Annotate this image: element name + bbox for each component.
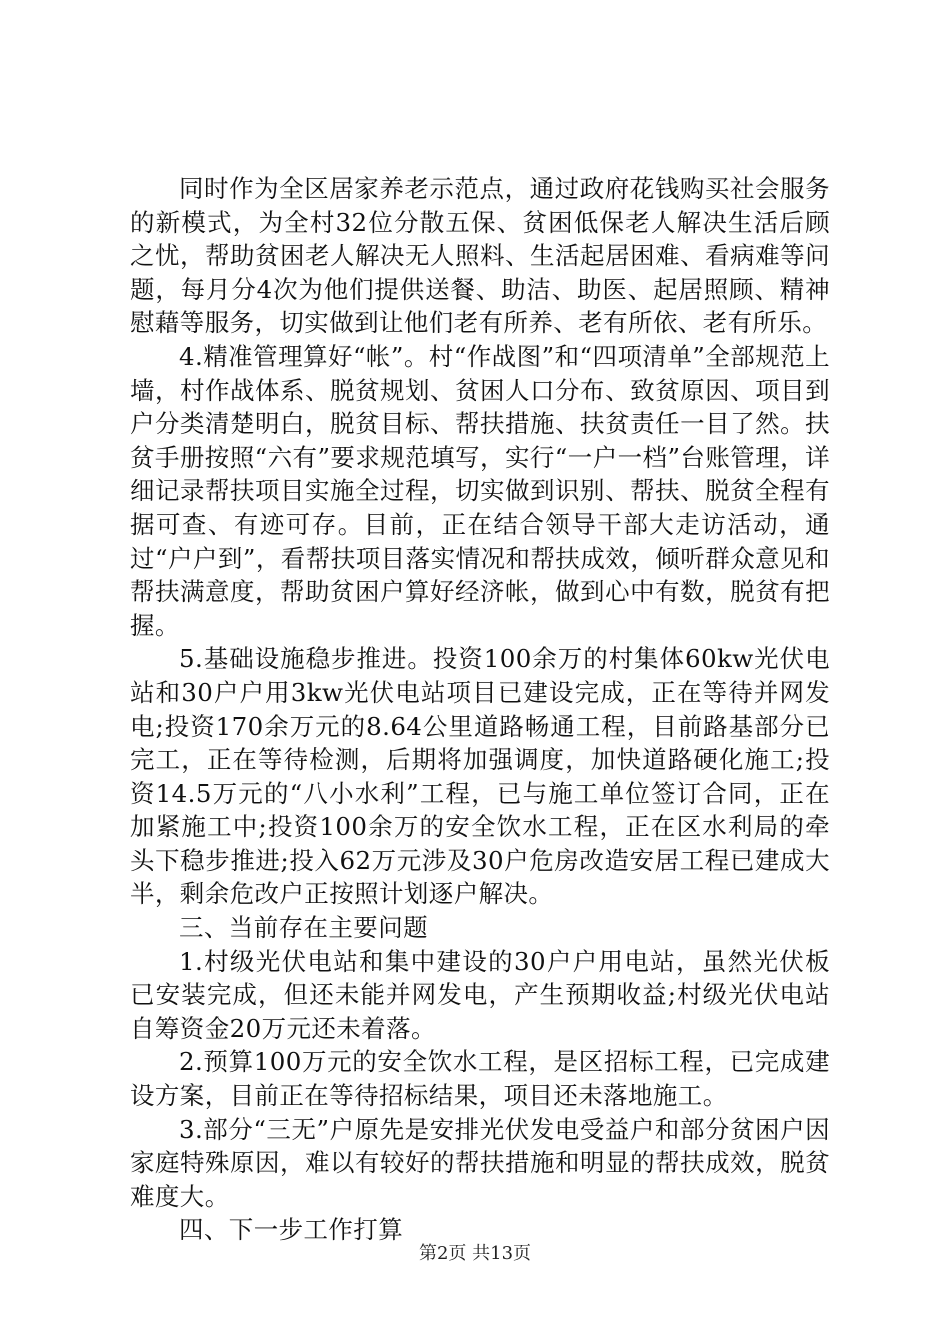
page-footer: 第2页 共13页 bbox=[418, 1243, 532, 1264]
paragraph-precise-management: 4.精准管理算好“帐”。村“作战图”和“四项清单”全部规范上墙，村作战体系、脱贫规划、贫困人口分布、致贫原因、项目到户分类清楚明白，脱贫目标、帮扶措施、扶贫责任一目了然。扶贫手册按照“六有”要求规范填写，实行“一户一档”台账管理，详细记录帮扶项目实施全过程，切实做到识别、帮扶、脱贫全程有据可查、有迹可存。目前，正在结合领导干部大走访活动，通过“户户到”，看帮扶项目落实情况和帮扶成效，倾听群众意见和帮扶满意度，帮助贫困户算好经济帐，做到心中有数，脱贫有把握。 bbox=[130, 341, 830, 640]
section-heading-problems: 三、当前存在主要问题 bbox=[179, 913, 428, 943]
paragraph-elderly-care: 同时作为全区居家养老示范点，通过政府花钱购买社会服务的新模式，为全村32位分散五保、贫困低保老人解决生活后顾之忧，帮助贫困老人解决无人照料、生活起居困难、看病难等问题，每月分4次为他们提供送餐、助洁、助医、起居照顾、精神慰藉等服务，切实做到让他们老有所养、老有所依、老有所乐。 bbox=[130, 174, 830, 338]
paragraph-problem-1: 1.村级光伏电站和集中建设的30户户用电站，虽然光伏板已安装完成，但还未能并网发电，产生预期收益;村级光伏电站自筹资金20万元还未着落。 bbox=[130, 946, 830, 1043]
document-body bbox=[130, 172, 830, 1247]
section-heading-next-steps: 四、下一步工作打算 bbox=[179, 1215, 404, 1245]
paragraph-infrastructure: 5.基础设施稳步推进。投资100余万的村集体60kw光伏电站和30户户用3kw光伏电站项目已建设完成，正在等待并网发电;投资170余万元的8.64公里道路畅通工程，目前路基部分已完工，正在等待检测，后期将加强调度，加快道路硬化施工;投资14.5万元的“八小水利”工程，已与施工单位签订合同，正在加紧施工中;投资100余万的安全饮水工程，正在区水利局的牵头下稳步推进;投入62万元涉及30户危房改造安居工程已建成大半，剩余危改户正按照计划逐户解决。 bbox=[130, 644, 830, 909]
paragraph-problem-3: 3.部分“三无”户原先是安排光伏发电受益户和部分贫困户因家庭特殊原因，难以有较好的帮扶措施和明显的帮扶成效，脱贫难度大。 bbox=[130, 1114, 830, 1211]
paragraph-problem-2: 2.预算100万元的安全饮水工程，是区招标工程，已完成建设方案，目前正在等待招标结果，项目还未落地施工。 bbox=[130, 1047, 830, 1111]
